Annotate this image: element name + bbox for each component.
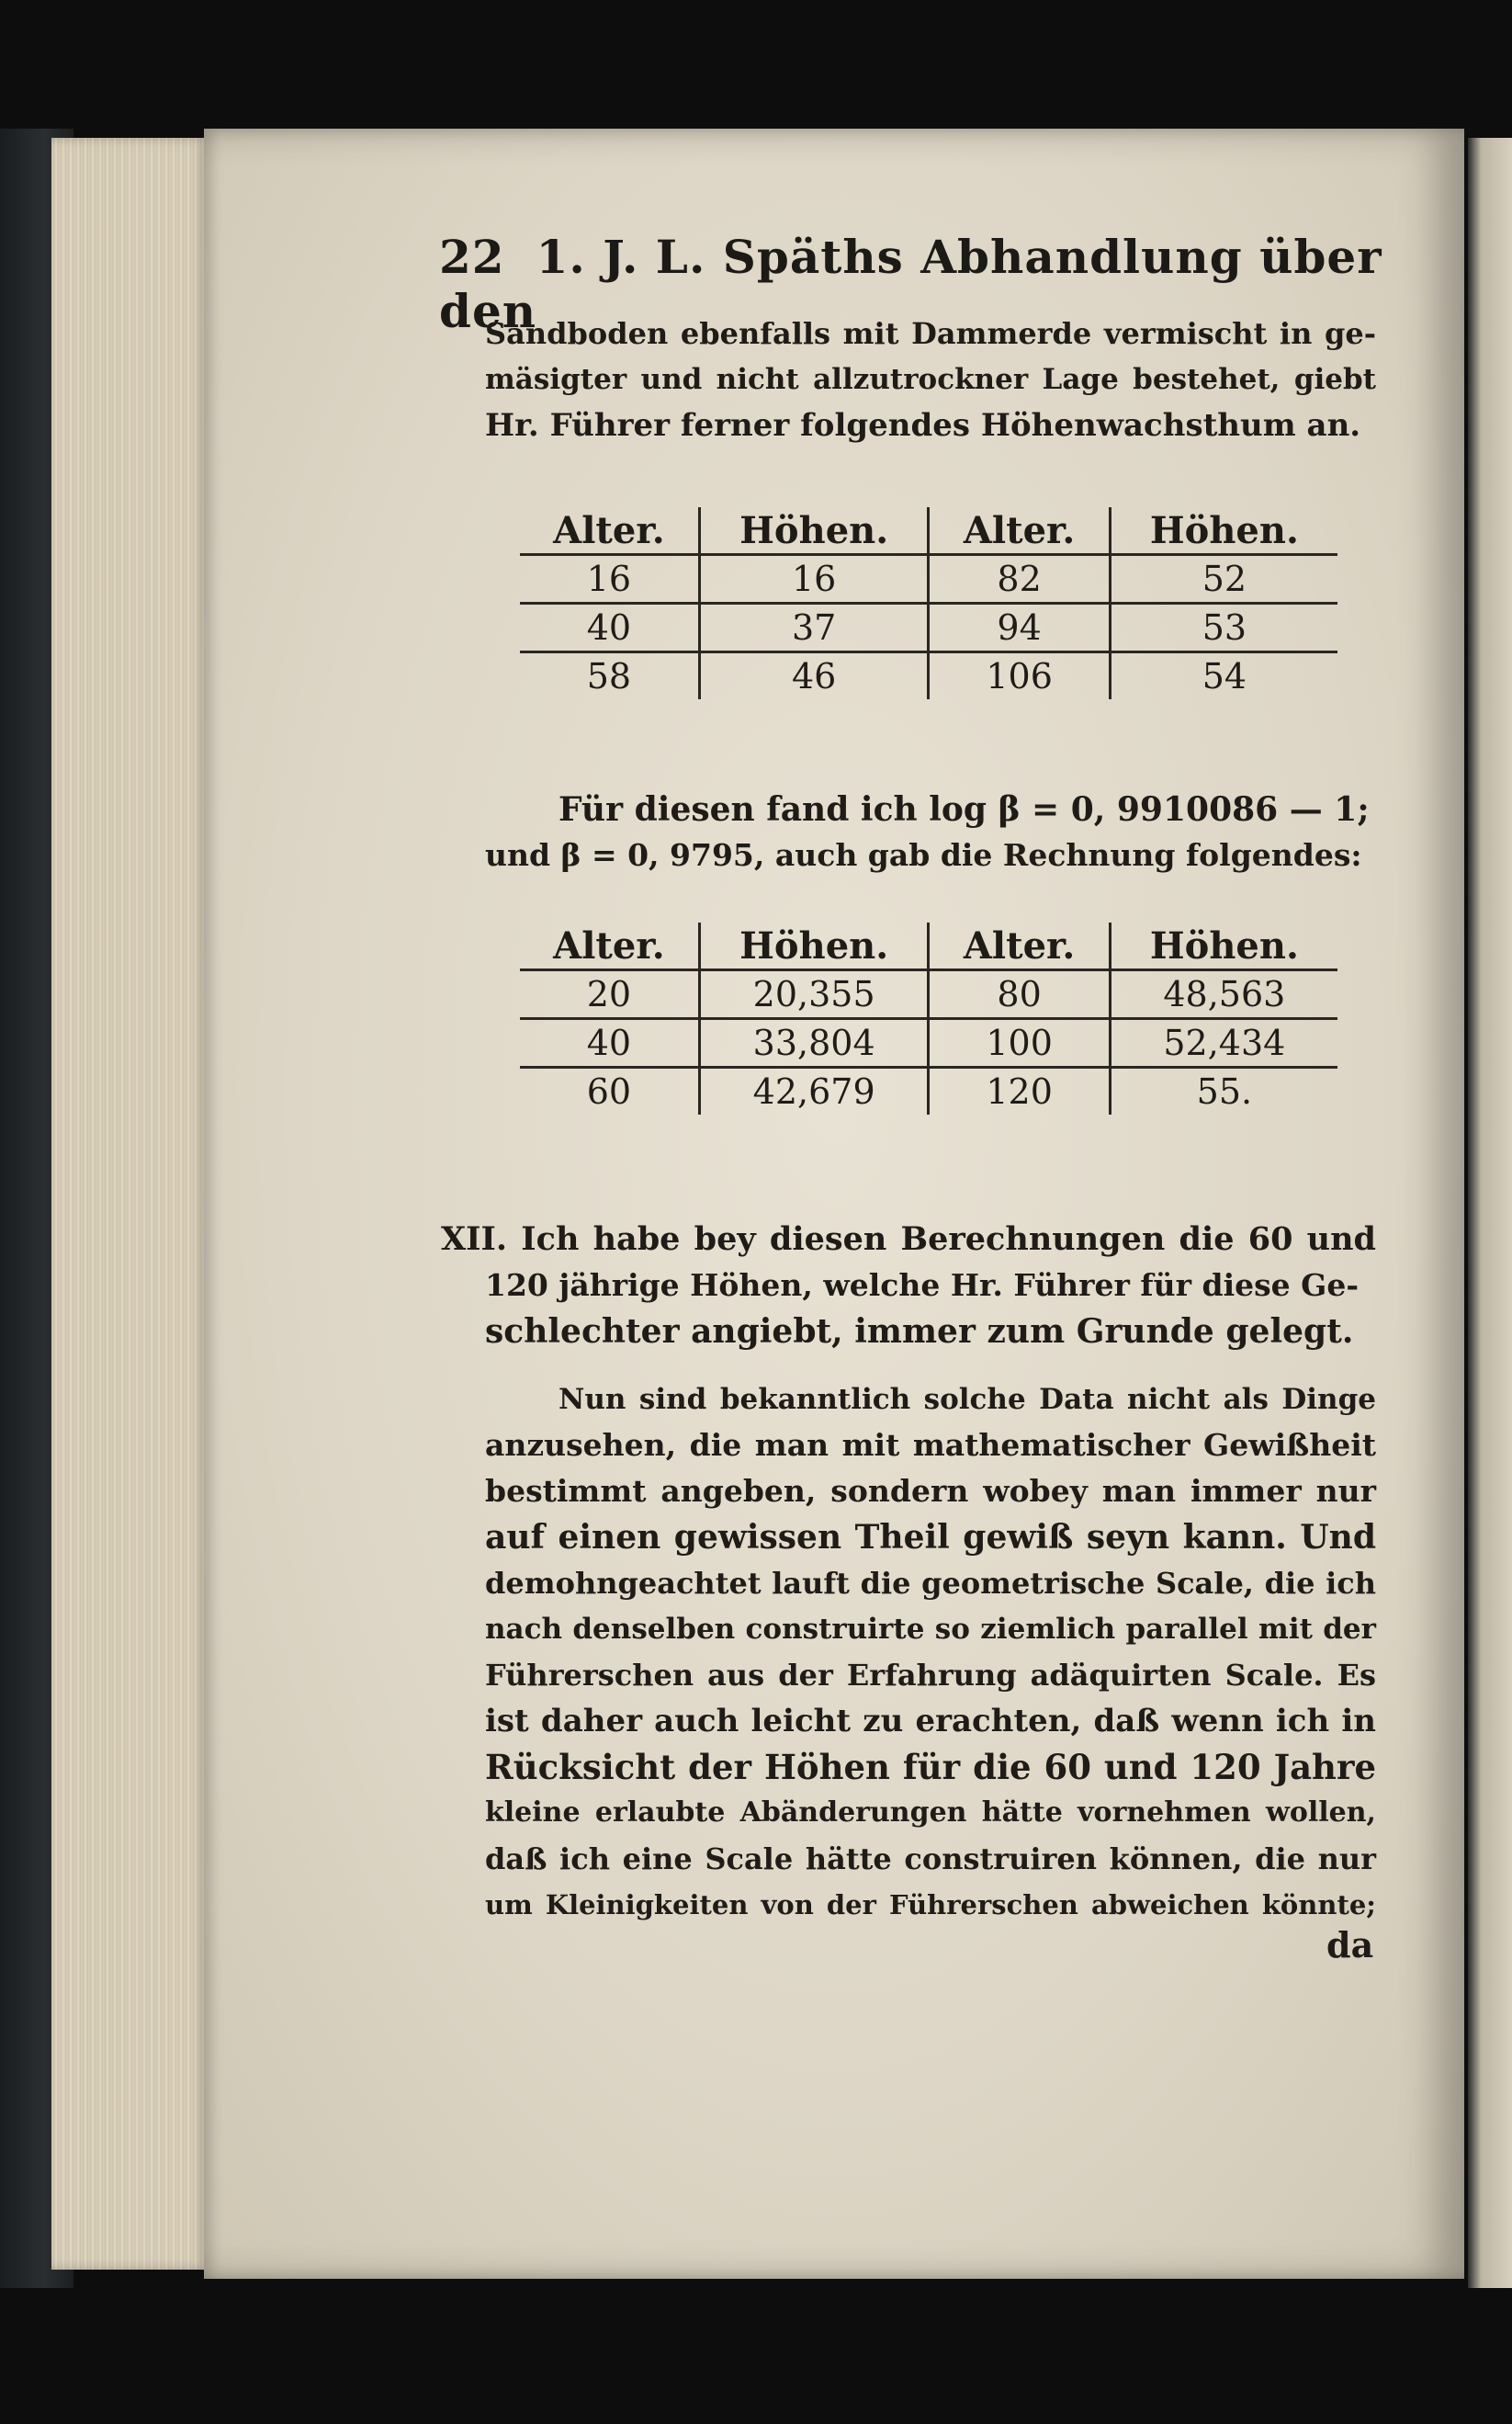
text-line: demohngeachtet lauft die geometrische Scale, die ich	[485, 1566, 1376, 1601]
text-line: auf einen gewissen Theil gewiß seyn kann. Und	[485, 1518, 1376, 1557]
column-header-height: Höhen.	[699, 507, 929, 555]
height-table-observed	[520, 507, 1337, 699]
table-cell: 48,563	[1110, 970, 1337, 1019]
column-header-age: Alter.	[520, 507, 699, 555]
book-page	[204, 129, 1464, 2279]
table-cell: 20	[520, 970, 699, 1019]
text-line: Führerschen aus der Erfahrung adäquirten Scale. Es	[485, 1658, 1376, 1693]
table-row	[520, 1068, 1337, 1116]
text-line: um Kleinigkeiten von der Führerschen abweichen könnte;	[485, 1889, 1376, 1920]
column-header-height: Höhen.	[699, 923, 929, 970]
table-row	[520, 1019, 1337, 1068]
table-row	[520, 555, 1337, 604]
table-row	[520, 652, 1337, 700]
text-line: daß ich eine Scale hätte construiren können, die nur	[485, 1841, 1376, 1876]
text-line: 120 jährige Höhen, welche Hr. Führer für diese Ge-	[485, 1267, 1360, 1303]
table-cell: 33,804	[699, 1019, 929, 1068]
table-cell: 82	[929, 555, 1110, 604]
text-line: Rücksicht der Höhen für die 60 und 120 Jahre	[485, 1747, 1376, 1787]
table-cell: 94	[929, 604, 1110, 652]
table-cell: 16	[520, 555, 699, 604]
table-cell: 106	[929, 652, 1110, 700]
table-header-row	[520, 507, 1337, 555]
text-line: anzusehen, die man mit mathematischer Gewißheit	[485, 1427, 1376, 1463]
table-cell: 58	[586, 656, 632, 697]
table-header-row	[520, 923, 1337, 970]
text-line: Sandboden ebenfalls mit Dammerde vermischt in ge-	[485, 316, 1376, 351]
text-line: mäsigter und nicht allzutrockner Lage bestehet, giebt	[485, 363, 1376, 396]
table-cell: 37	[699, 604, 929, 652]
table-cell: 40	[520, 604, 699, 652]
table-cell: 120	[929, 1068, 1110, 1116]
table-cell: 52,434	[1110, 1019, 1337, 1068]
table-cell: 53	[1110, 604, 1337, 652]
table-row	[520, 604, 1337, 652]
text-line: und β = 0, 9795, auch gab die Rechnung folgendes:	[485, 837, 1362, 873]
table-cell: 20,355	[699, 970, 929, 1019]
text-line: Nun sind bekanntlich solche Data nicht als Dinge	[559, 1383, 1376, 1416]
paragraph-log-result	[485, 787, 1376, 878]
text-line: Für diesen fand ich log β = 0, 9910086 — 1;	[559, 790, 1370, 829]
column-header-height: Höhen.	[1110, 507, 1337, 555]
text-line: schlechter angiebt, immer zum Grunde gelegt.	[485, 1312, 1354, 1351]
text-line: Hr. Führer ferner folgendes Höhenwachsthum an.	[485, 407, 1361, 444]
text-line: nach denselben construirte so ziemlich parallel mit der	[485, 1613, 1376, 1646]
table-cell: 52	[1110, 555, 1337, 604]
table-cell: 100	[929, 1019, 1110, 1068]
column-header-age: Alter.	[929, 507, 1110, 555]
text-line: ist daher auch leicht zu erachten, daß wenn ich in	[485, 1703, 1376, 1739]
table-cell: 55.	[1110, 1068, 1337, 1116]
text-line: XII. Ich habe bey diesen Berechnungen die 60 und	[441, 1220, 1376, 1258]
column-header-height: Höhen.	[1110, 923, 1337, 970]
table-cell: 54	[1110, 652, 1337, 700]
table-cell: 42,679	[699, 1068, 929, 1116]
table-cell: 60	[586, 1071, 632, 1112]
page-number: 22	[439, 230, 505, 284]
paragraph-main	[485, 1376, 1376, 1928]
height-table-computed	[520, 923, 1337, 1115]
table-cell: 46	[699, 652, 929, 700]
chapter-title: 1. J. L. Späths Abhandlung über den	[439, 230, 1382, 338]
paragraph-intro	[485, 311, 1376, 448]
catchword: da	[1326, 1924, 1374, 1965]
table-cell: 80	[929, 970, 1110, 1019]
section-xii	[441, 1217, 1376, 1354]
facing-page-edge	[1468, 138, 1512, 2288]
table-cell: 40	[520, 1019, 699, 1068]
text-line: kleine erlaubte Abänderungen hätte vornehmen wollen,	[485, 1796, 1376, 1829]
text-line: bestimmt angeben, sondern wobey man immer nur	[485, 1473, 1376, 1509]
column-header-age: Alter.	[520, 923, 699, 970]
table-cell: 16	[699, 555, 929, 604]
page-edges	[51, 138, 208, 2270]
table-row	[520, 970, 1337, 1019]
column-header-age: Alter.	[929, 923, 1110, 970]
